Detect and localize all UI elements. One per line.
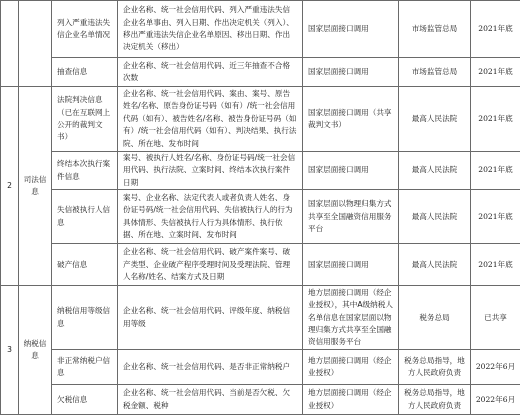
method-cell: 国家层面以物理归集方式共享至全国融资信用服务平台 <box>303 190 399 244</box>
dept-cell: 市场监管总局 <box>399 58 471 87</box>
category-cell: 纳税信息 <box>19 286 52 415</box>
info-name-cell: 非正常纳税户信息 <box>52 350 118 385</box>
info-name-cell: 破产信息 <box>52 244 118 286</box>
category-cell <box>19 1 52 87</box>
content-cell: 企业名称、统一社会信用代码、案由、案号、原告姓名/名称、原告身份证号码（如有）/统一社会信用代码（如有）、被告姓名/名称、被告身份证号码（如有）/统一社会信用代码（如有）、判决结果、执行法院、所在地、发布时间 <box>118 87 303 152</box>
info-name-cell: 欠税信息 <box>52 385 118 415</box>
time-cell: 2021年底 <box>471 87 520 152</box>
dept-cell: 最高人民法院 <box>399 244 471 286</box>
dept-cell: 最高人民法院 <box>399 152 471 190</box>
table-row <box>1 152 520 190</box>
table-row <box>1 286 520 350</box>
method-cell: 国家层面接口调用（共享裁判文书） <box>303 87 399 152</box>
time-cell: 2021年底 <box>471 1 520 58</box>
table-row <box>1 1 520 58</box>
content-cell: 企业名称、统一社会信用代码、评级年度、纳税信用等级 <box>118 286 303 350</box>
time-cell: 2021年底 <box>471 152 520 190</box>
dept-cell: 最高人民法院 <box>399 190 471 244</box>
info-name-cell: 终结本次执行案件信息 <box>52 152 118 190</box>
row-number: 3 <box>1 286 19 415</box>
table-row <box>1 350 520 385</box>
method-cell: 国家层面接口调用 <box>303 244 399 286</box>
time-cell: 2022年6月 <box>471 350 520 385</box>
dept-cell: 税务总局指导，地方人民政府负责 <box>399 385 471 415</box>
info-name-cell: 纳税信用等级信息 <box>52 286 118 350</box>
content-cell: 企业名称、统一社会信用代码、是否非正常纳税户 <box>118 350 303 385</box>
dept-cell: 最高人民法院 <box>399 87 471 152</box>
time-cell: 2022年6月 <box>471 385 520 415</box>
row-number <box>1 1 19 87</box>
info-name-cell: 法院判决信息（已在互联网上公开的裁判文书） <box>52 87 118 152</box>
method-cell: 国家层面接口调用 <box>303 58 399 87</box>
info-name-cell: 列入严重违法失信企业名单情况 <box>52 1 118 58</box>
content-cell: 企业名称、统一社会信用代码、破产案件案号、破产类型、企业破产程序受理时间及受理法院、管理人名称/姓名、结案方式及日期 <box>118 244 303 286</box>
method-cell: 国家层面接口调用 <box>303 152 399 190</box>
info-name-cell: 失信被执行人信息 <box>52 190 118 244</box>
content-cell: 企业名称、统一社会信用代码、当前是否欠税、欠税金额、税种 <box>118 385 303 415</box>
content-cell: 案号、被执行人姓名/名称、身份证号码/统一社会信用代码、执行法院、立案时间、终结本次执行案件日期 <box>118 152 303 190</box>
method-cell: 地方层面接口调用（经企业授权） <box>303 350 399 385</box>
row-number: 2 <box>1 87 19 286</box>
method-cell: 地方层面接口调用（经企业授权） <box>303 385 399 415</box>
content-cell: 企业名称、统一社会信用代码、列入严重违法失信企业名单事由、列入日期、作出决定机关（列入）、移出严重违法失信企业名单原因、移出日期、作出决定机关（移出） <box>118 1 303 58</box>
table-row <box>1 385 520 415</box>
content-cell: 案号、企业名称、法定代表人或者负责人姓名、身份证号码/统一社会信用代码、失信被执行人的行为具体情形、失信被执行人行为具体情形、执行依据、所在地、立案时间、发布时间 <box>118 190 303 244</box>
time-cell: 已共享 <box>471 286 520 350</box>
dept-cell: 税务总局指导，地方人民政府负责 <box>399 350 471 385</box>
table-row <box>1 244 520 286</box>
info-name-cell: 抽查信息 <box>52 58 118 87</box>
dept-cell: 市场监管总局 <box>399 1 471 58</box>
time-cell: 2021年底 <box>471 190 520 244</box>
method-cell: 国家层面接口调用 <box>303 1 399 58</box>
time-cell: 2021年底 <box>471 58 520 87</box>
dept-cell: 税务总局 <box>399 286 471 350</box>
table-row <box>1 87 520 152</box>
time-cell: 2021年底 <box>471 244 520 286</box>
category-cell: 司法信息 <box>19 87 52 286</box>
table-row <box>1 58 520 87</box>
method-cell: 地方层面接口调用（经企业授权），其中A级纳税人名单信息在国家层面以物理归集方式共享至全国融资信用服务平台 <box>303 286 399 350</box>
content-cell: 企业名称、统一社会信用代码、近三年抽查不合格次数 <box>118 58 303 87</box>
table-row <box>1 190 520 244</box>
